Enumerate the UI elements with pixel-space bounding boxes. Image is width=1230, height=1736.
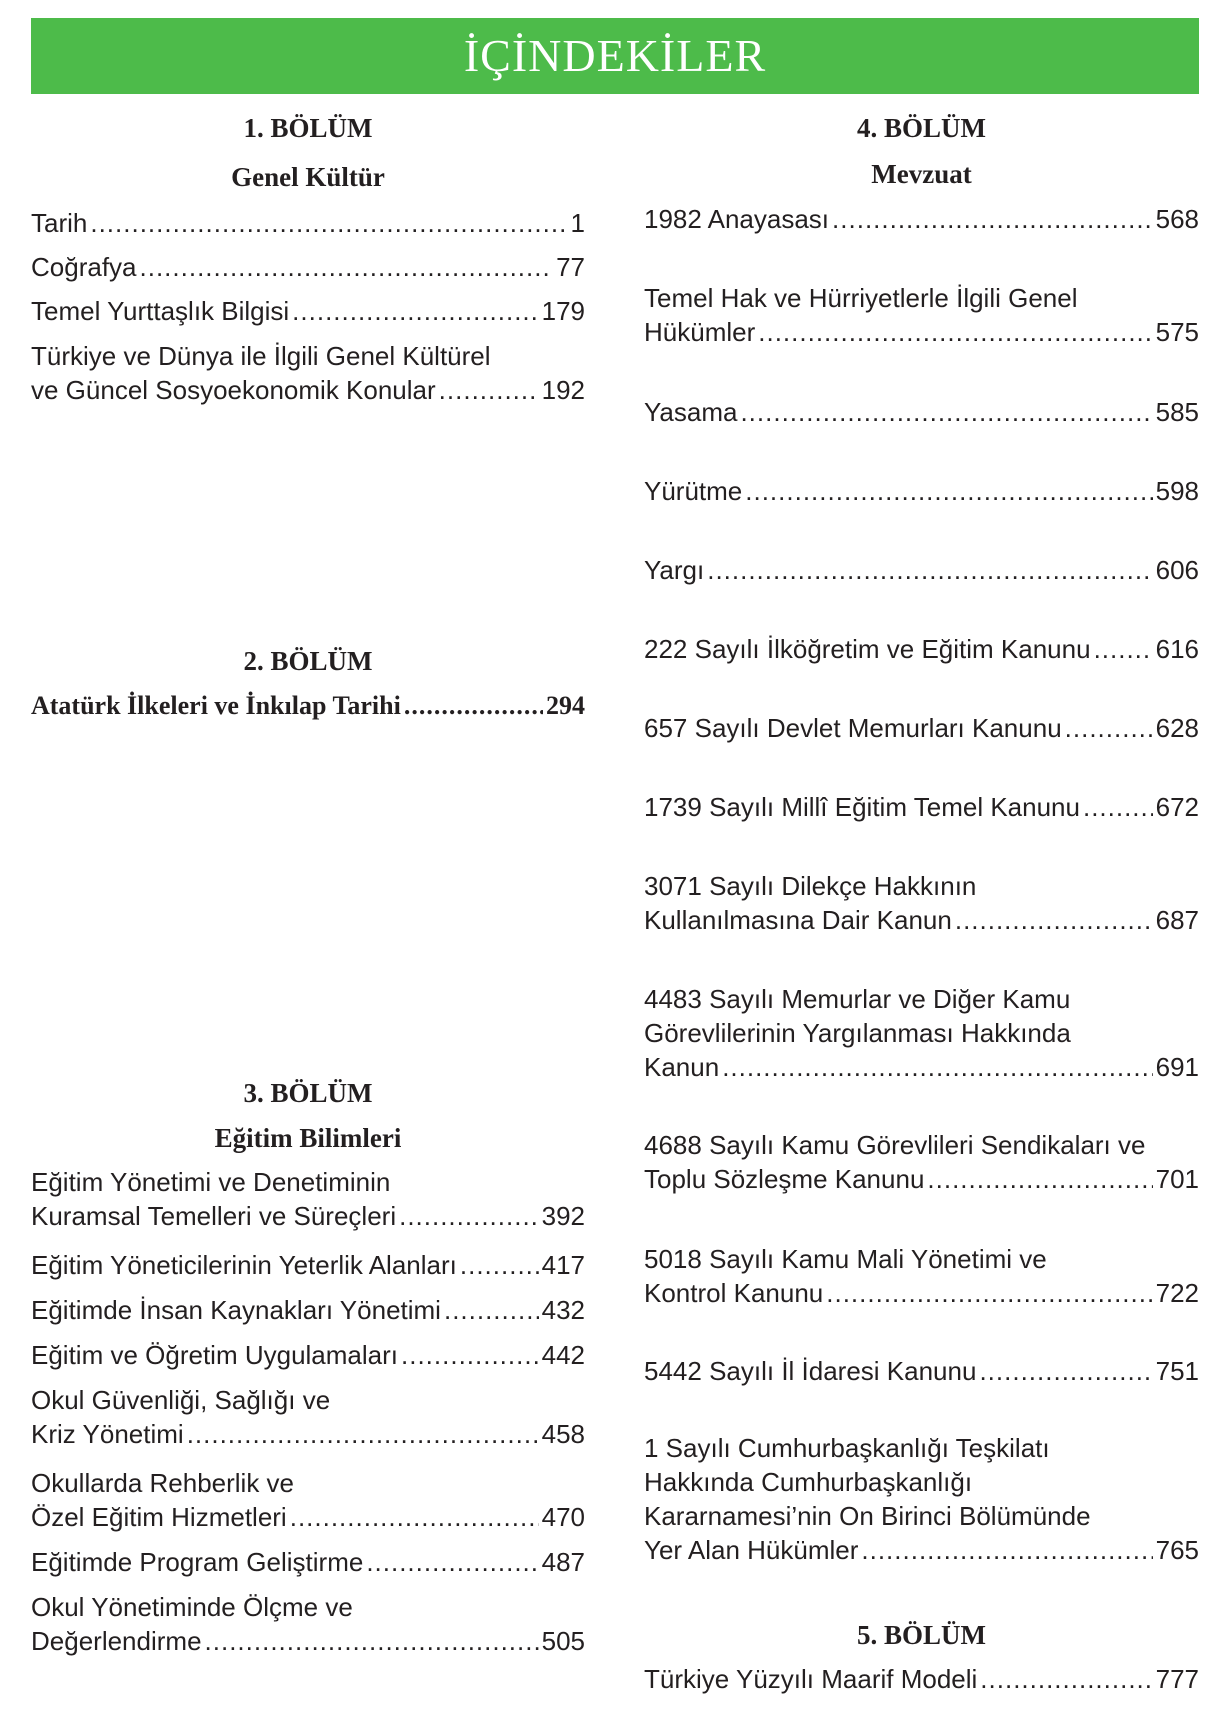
toc-page-number: 179 (541, 296, 585, 326)
section-1-heading: 1. BÖLÜM (243, 113, 373, 143)
toc-entry (644, 632, 1199, 666)
leader-dots (290, 1500, 539, 1534)
toc-page-number: 616 (1155, 634, 1199, 664)
toc-entry-title-line: 222 Sayılı İlköğretim ve Eğitim Kanunu (644, 634, 1091, 664)
toc-page-number: 628 (1155, 713, 1199, 743)
toc-page-number: 392 (541, 1201, 585, 1231)
toc-entry-title-line: Atatürk İlkeleri ve İnkılap Tarihi (31, 691, 401, 720)
toc-entry-title-line: Kriz Yönetimi (31, 1419, 184, 1449)
toc-entry-row (644, 553, 1199, 587)
toc-entry (644, 1431, 1199, 1567)
toc-entry-row (644, 711, 1199, 745)
leader-dots (187, 1417, 539, 1451)
leader-dots (980, 1662, 1152, 1696)
section-4-heading: 4. BÖLÜM (856, 113, 986, 143)
toc-page-number: 765 (1155, 1535, 1199, 1565)
toc-entry-row (31, 294, 585, 328)
toc-page-number: 606 (1155, 555, 1199, 585)
toc-page-number: 598 (1155, 476, 1199, 506)
leader-dots (722, 1050, 1152, 1084)
toc-entry-row (644, 474, 1199, 508)
toc-entry-row (644, 1662, 1199, 1696)
toc-entry-title-line: Coğrafya (31, 252, 137, 282)
toc-entry (644, 790, 1199, 824)
toc-entry-title-line: Toplu Sözleşme Kanunu (644, 1164, 925, 1194)
toc-entry-title-line: Kanun (644, 1052, 720, 1082)
toc-page-number: 432 (541, 1295, 585, 1325)
leader-dots (401, 1338, 539, 1372)
toc-entry-row (644, 395, 1199, 429)
toc-entry-title-line: Görevlilerinin Yargılanması Hakkında (644, 1018, 1071, 1048)
toc-entry-title-line: Eğitim ve Öğretim Uygulamaları (31, 1340, 398, 1370)
toc-entry-row (31, 1293, 585, 1327)
leader-dots (90, 206, 567, 240)
toc-entry (644, 982, 1199, 1084)
toc-page-number: 568 (1155, 204, 1199, 234)
toc-entry-row (644, 202, 1199, 236)
toc-entry-title-line: 3071 Sayılı Dilekçe Hakkının (644, 871, 977, 901)
leader-dots (745, 474, 1152, 508)
toc-entry (644, 711, 1199, 745)
toc-entry-title-line: Değerlendirme (31, 1626, 202, 1656)
toc-entry (644, 1128, 1199, 1196)
leader-dots (366, 1545, 538, 1579)
toc-page-number: 417 (541, 1250, 585, 1280)
toc-page-number: 687 (1155, 905, 1199, 935)
toc-entry (644, 869, 1199, 937)
toc-entry-title-line: Türkiye Yüzyılı Maarif Modeli (644, 1664, 978, 1694)
toc-entry-title-line: Eğitimde İnsan Kaynakları Yönetimi (31, 1295, 441, 1325)
toc-entry-row (31, 373, 585, 407)
toc-entry (31, 1165, 585, 1233)
toc-entry-title-line: Temel Hak ve Hürriyetlerle İlgili Genel (644, 283, 1078, 313)
toc-page-number: 442 (541, 1340, 585, 1370)
toc-entry-row (644, 1276, 1199, 1310)
toc-page-number: 470 (541, 1502, 585, 1532)
toc-entry (644, 474, 1199, 508)
leader-dots (979, 1354, 1152, 1388)
toc-entry-title-line: 4483 Sayılı Memurlar ve Diğer Kamu (644, 984, 1071, 1014)
toc-entry-row (644, 632, 1199, 666)
toc-entry (644, 395, 1199, 429)
leader-dots (861, 1533, 1152, 1567)
toc-entry-title-line: Eğitim Yönetimi ve Denetiminin (31, 1167, 391, 1197)
leader-dots (1065, 711, 1153, 745)
toc-entry-row (644, 1162, 1199, 1196)
toc-entry-title-line: Kontrol Kanunu (644, 1278, 824, 1308)
toc-page-number: 505 (541, 1626, 585, 1656)
toc-entry-title-line: Okul Güvenliği, Sağlığı ve (31, 1385, 331, 1415)
toc-entry-title-line: Yer Alan Hükümler (644, 1535, 859, 1565)
leader-dots (444, 1293, 539, 1327)
toc-entry (31, 1545, 585, 1579)
leader-dots (1094, 632, 1153, 666)
toc-entry-title-line: 5442 Sayılı İl İdaresi Kanunu (644, 1356, 977, 1386)
toc-page-number: 691 (1155, 1052, 1199, 1082)
toc-page-number: 1 (570, 208, 585, 238)
toc-page-number: 294 (546, 691, 585, 720)
leader-dots (205, 1624, 539, 1658)
leader-dots (832, 202, 1153, 236)
toc-entry (31, 206, 585, 240)
toc-entry-row (31, 689, 585, 723)
section-5-heading: 5. BÖLÜM (856, 1620, 986, 1650)
toc-entry-title-line: Hakkında Cumhurbaşkanlığı (644, 1467, 973, 1497)
toc-entry (644, 1354, 1199, 1388)
toc-entry-title-line: Özel Eğitim Hizmetleri (31, 1502, 287, 1532)
toc-entry-title-line: Temel Yurttaşlık Bilgisi (31, 296, 290, 326)
toc-page-number: 487 (541, 1547, 585, 1577)
leader-dots (758, 315, 1152, 349)
page-title: İÇİNDEKİLER (463, 30, 767, 81)
toc-entry-row (644, 1050, 1199, 1084)
toc-page-number: 585 (1155, 397, 1199, 427)
toc-page-number: 672 (1155, 792, 1199, 822)
toc-entry-title-line: 1982 Anayasası (644, 204, 830, 234)
toc-entry-row (31, 1248, 585, 1282)
section-3-heading: 3. BÖLÜM (243, 1078, 373, 1108)
leader-dots (740, 395, 1152, 429)
toc-entry (31, 294, 585, 328)
toc-entry-row (644, 903, 1199, 937)
toc-entry-title-line: 5018 Sayılı Kamu Mali Yönetimi ve (644, 1244, 1047, 1274)
leader-dots (292, 294, 538, 328)
toc-entry-row (31, 1500, 585, 1534)
toc-entry-row (31, 1338, 585, 1372)
toc-page-number: 575 (1155, 317, 1199, 347)
toc-entry-title-line: Tarih (31, 208, 88, 238)
toc-page-number: 77 (556, 252, 585, 282)
leader-dots (1083, 790, 1153, 824)
toc-entry-title-line: Yürütme (644, 476, 743, 506)
toc-entry (644, 281, 1199, 349)
leader-dots (140, 250, 554, 284)
leader-dots (707, 553, 1152, 587)
toc-entry-title-line: Yasama (644, 397, 738, 427)
toc-page-number: 192 (541, 375, 585, 405)
toc-entry-row (31, 1417, 585, 1451)
toc-entry-title-line: Türkiye ve Dünya ile İlgili Genel Kültürel (31, 341, 491, 371)
toc-entry (31, 1466, 585, 1534)
toc-entry-row (644, 790, 1199, 824)
toc-entry-title-line: Yargı (644, 555, 705, 585)
toc-entry-title-line: Eğitimde Program Geliştirme (31, 1547, 364, 1577)
toc-entry (644, 1662, 1199, 1696)
toc-entry-title-line: Eğitim Yöneticilerinin Yeterlik Alanları (31, 1250, 457, 1280)
toc-entry-title-line: Kuramsal Temelleri ve Süreçleri (31, 1201, 397, 1231)
toc-entry-title-line: 1 Sayılı Cumhurbaşkanlığı Teşkilatı (644, 1433, 1050, 1463)
toc-entry-row (31, 250, 585, 284)
toc-entry (644, 553, 1199, 587)
toc-entry (31, 1248, 585, 1282)
toc-entry (31, 250, 585, 284)
toc-entry-title-line: 4688 Sayılı Kamu Görevlileri Sendikaları ve (644, 1130, 1146, 1160)
toc-page-number: 722 (1155, 1278, 1199, 1308)
toc-entry-title-line: ve Güncel Sosyoekonomik Konular (31, 375, 436, 405)
toc-entry-title-line: Kullanılmasına Dair Kanun (644, 905, 952, 935)
leader-dots (404, 689, 543, 723)
toc-entry (644, 1242, 1199, 1310)
toc-entry (31, 1590, 585, 1658)
toc-entry-title-line: 657 Sayılı Devlet Memurları Kanunu (644, 713, 1062, 743)
toc-page-number: 701 (1155, 1164, 1199, 1194)
toc-page-number: 751 (1155, 1356, 1199, 1386)
section-1-subtitle: Genel Kültür (231, 162, 385, 192)
toc-entry (31, 1383, 585, 1451)
toc-entry-row (644, 1533, 1199, 1567)
section-2-heading: 2. BÖLÜM (243, 646, 373, 676)
toc-entry-title-line: Okullarda Rehberlik ve (31, 1468, 295, 1498)
toc-entry (644, 202, 1199, 236)
leader-dots (955, 903, 1153, 937)
toc-entry-row (31, 1624, 585, 1658)
section-3-subtitle: Eğitim Bilimleri (214, 1123, 402, 1153)
section-4-subtitle: Mevzuat (871, 159, 972, 189)
leader-dots (460, 1248, 539, 1282)
toc-page-number: 777 (1155, 1664, 1199, 1694)
toc-entry-row (31, 206, 585, 240)
toc-entry (31, 1338, 585, 1372)
header-bar (31, 18, 1199, 94)
toc-page-number: 458 (541, 1419, 585, 1449)
toc-entry-title-line: Kararnamesi’nin On Birinci Bölümünde (644, 1501, 1091, 1531)
toc-entry (31, 1293, 585, 1327)
toc-entry (31, 339, 585, 407)
toc-entry-row (31, 1545, 585, 1579)
toc-entry-title-line: Hükümler (644, 317, 756, 347)
toc-entry-title-line: Okul Yönetiminde Ölçme ve (31, 1592, 353, 1622)
leader-dots (826, 1276, 1152, 1310)
leader-dots (439, 373, 539, 407)
toc-entry-title-line: 1739 Sayılı Millî Eğitim Temel Kanunu (644, 792, 1080, 822)
toc-entry-row (644, 1354, 1199, 1388)
toc-entry (31, 689, 585, 723)
toc-entry-row (644, 315, 1199, 349)
toc-entry-row (31, 1199, 585, 1233)
leader-dots (927, 1162, 1152, 1196)
leader-dots (399, 1199, 539, 1233)
